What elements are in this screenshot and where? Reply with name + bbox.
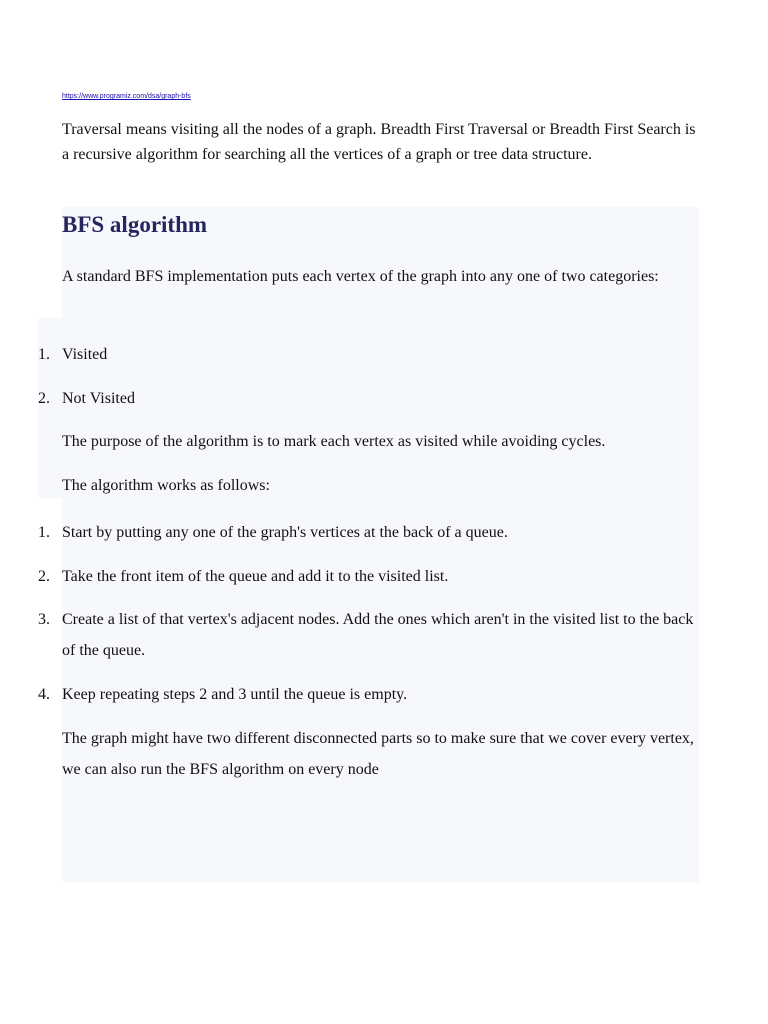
category-number: 1. [38,346,50,363]
source-link[interactable]: https://www.programiz.com/dsa/graph-bfs [62,93,191,100]
step-item [38,517,702,548]
step-number: 2. [38,568,50,585]
step-text: Keep repeating steps 2 and 3 until the queue is empty. [62,686,408,703]
step-number: 3. [38,611,50,628]
intro-paragraph: Traversal means visiting all the nodes of a graph. Breadth First Traversal or Breadth First Search is a recursive algorithm for searching all the vertices of a graph or tree data structure. [62,121,696,163]
step-item [38,679,702,710]
category-item [38,383,702,414]
step-text: Start by putting any one of the graph's vertices at the back of a queue. [62,524,508,541]
lead-paragraph: A standard BFS implementation puts each vertex of the graph into any one of two categories: [62,268,659,285]
category-text: Visited [62,346,108,363]
step-number: 4. [38,686,50,703]
purpose-paragraph: The purpose of the algorithm is to mark each vertex as visited while avoiding cycles. [62,433,606,450]
category-number: 2. [38,390,50,407]
step-text: Create a list of that vertex's adjacent nodes. Add the ones which aren't in the visited list to the back of the queue. [62,611,694,659]
step-item [38,561,702,592]
closing-paragraph: The graph might have two different disconnected parts so to make sure that we cover every vertex, we can also run the BFS algorithm on every node [62,730,694,778]
step-number: 1. [38,524,50,541]
section-heading: BFS algorithm [62,212,208,237]
step-text: Take the front item of the queue and add it to the visited list. [62,568,449,585]
step-item [38,604,702,666]
works-intro-paragraph: The algorithm works as follows: [62,477,270,494]
category-item [38,339,702,370]
category-text: Not Visited [62,390,135,407]
